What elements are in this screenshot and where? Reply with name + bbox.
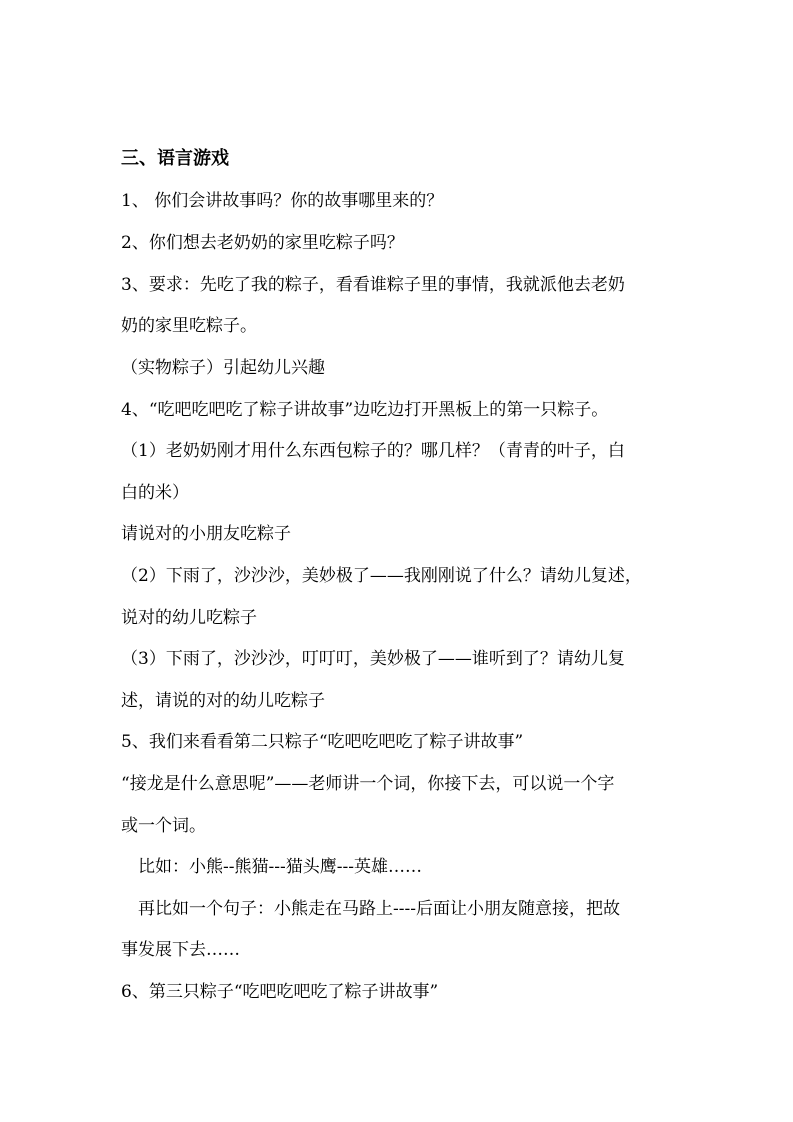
text-line-19: 事发展下去……	[121, 940, 240, 960]
text-line-13: 述，请说的对的幼儿吃粽子	[121, 691, 325, 711]
text-line-9: 请说对的小朋友吃粽子	[121, 524, 291, 544]
text-line-7: （1）老奶奶刚才用什么东西包粽子的？哪几样？（青青的叶子，白	[121, 441, 625, 461]
text-line-16: 或一个词。	[121, 816, 206, 836]
text-line-12: （3）下雨了，沙沙沙，叮叮叮，美妙极了——谁听到了？请幼儿复	[121, 649, 625, 669]
text-line-10: （2）下雨了，沙沙沙，美妙极了——我刚刚说了什么？请幼儿复述，	[121, 566, 642, 586]
text-line-8: 白的米）	[121, 483, 189, 503]
text-line-3: 3、要求：先吃了我的粽子，看看谁粽子里的事情，我就派他去老奶	[121, 275, 625, 295]
text-line-4: 奶的家里吃粽子。	[121, 316, 257, 336]
text-line-5: （实物粽子）引起幼儿兴趣	[121, 358, 325, 378]
text-line-14: 5、我们来看看第二只粽子“吃吧吃吧吃了粽子讲故事”	[121, 732, 524, 752]
text-line-11: 说对的幼儿吃粽子	[121, 608, 257, 628]
section-heading: 三、语言游戏	[121, 148, 229, 169]
text-line-2: 2、你们想去老奶奶的家里吃粽子吗？	[121, 233, 404, 253]
text-line-15: “接龙是什么意思呢”——老师讲一个词，你接下去，可以说一个字	[121, 774, 615, 794]
text-line-17: 比如：小熊--熊猫---猫头鹰---英雄……	[138, 857, 422, 877]
text-line-18: 再比如一个句子：小熊走在马路上----后面让小朋友随意接，把故	[138, 899, 620, 919]
text-line-6: 4、“吃吧吃吧吃了粽子讲故事”边吃边打开黑板上的第一只粽子。	[121, 400, 609, 420]
text-line-1: 1、 你们会讲故事吗？你的故事哪里来的？	[121, 191, 444, 211]
text-line-20: 6、第三只粽子“吃吧吃吧吃了粽子讲故事”	[121, 982, 439, 1002]
